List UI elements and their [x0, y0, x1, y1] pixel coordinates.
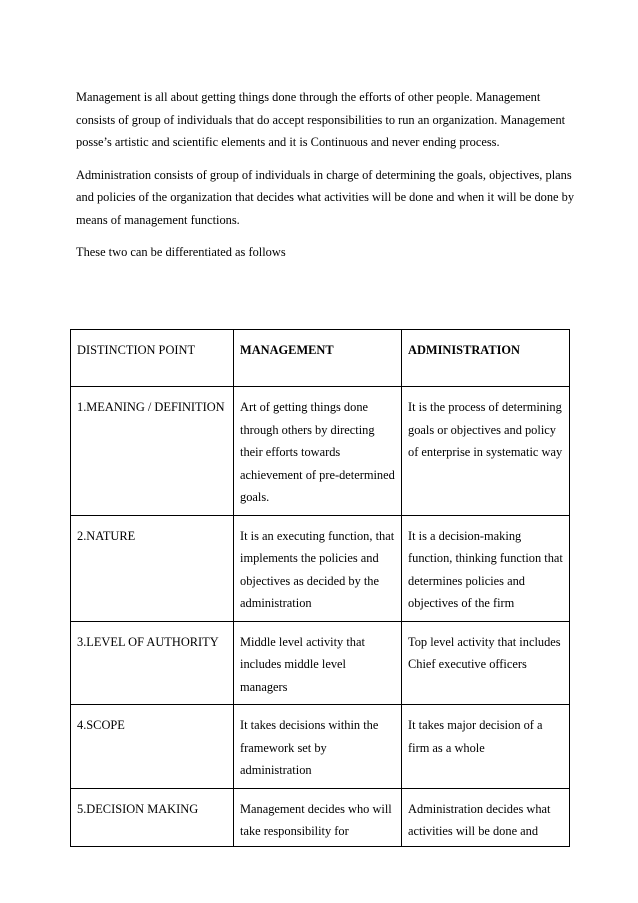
- management-cell: Middle level activity that includes middle level managers: [234, 621, 402, 705]
- intro-text: [76, 86, 576, 274]
- table-header-row: [71, 330, 570, 387]
- comparison-table: [70, 329, 570, 847]
- table-row: [71, 788, 570, 846]
- paragraph-administration: Administration consists of group of individuals in charge of determining the goals, objectives, plans and policies of the organization that decides what activities will be done and when it will be done by means of management functions.: [76, 167, 575, 227]
- row-label: 2.NATURE: [71, 515, 234, 621]
- management-cell: Art of getting things done through others by directing their efforts towards achievement of pre-determined goals.: [234, 387, 402, 516]
- administration-cell: It is a decision-making function, thinking function that determines policies and objectives of the firm: [402, 515, 570, 621]
- administration-cell: It is the process of determining goals or objectives and policy of enterprise in systematic way: [402, 387, 570, 516]
- table-row: [71, 705, 570, 789]
- table-row: [71, 515, 570, 621]
- row-label: 5.DECISION MAKING: [71, 788, 234, 846]
- header-administration: ADMINISTRATION: [402, 330, 570, 387]
- header-management: MANAGEMENT: [234, 330, 402, 387]
- row-label: 4.SCOPE: [71, 705, 234, 789]
- table-row: [71, 621, 570, 705]
- header-distinction-point: DISTINCTION POINT: [71, 330, 234, 387]
- paragraph-management: Management is all about getting things done through the efforts of other people. Management consists of group of individuals that do accept responsibilities to run an organization. Management posse’s artistic and scientific elements and it is Continuous and never ending process.: [76, 90, 566, 149]
- administration-cell: It takes major decision of a firm as a whole: [402, 705, 570, 789]
- management-cell: Management decides who will take responsibility for: [234, 788, 402, 846]
- management-cell: It is an executing function, that implements the policies and objectives as decided by the administration: [234, 515, 402, 621]
- table-row: [71, 387, 570, 516]
- row-label: 1.MEANING / DEFINITION: [71, 387, 234, 516]
- row-label: 3.LEVEL OF AUTHORITY: [71, 621, 234, 705]
- administration-cell: Top level activity that includes Chief executive officers: [402, 621, 570, 705]
- administration-cell: Administration decides what activities will be done and: [402, 788, 570, 846]
- management-cell: It takes decisions within the framework set by administration: [234, 705, 402, 789]
- paragraph-differentiation: These two can be differentiated as follows: [76, 245, 286, 259]
